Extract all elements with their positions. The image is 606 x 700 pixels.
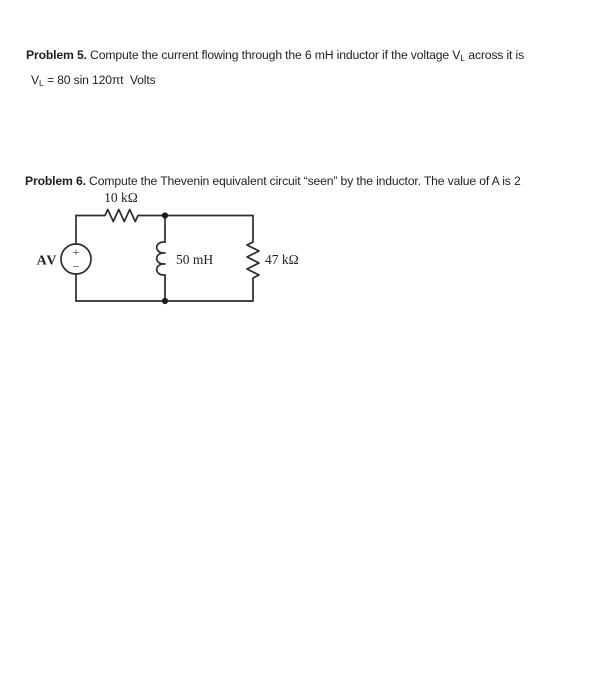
junction-dot-top xyxy=(162,212,168,218)
problem5-formula xyxy=(31,73,156,88)
problem6-label: Problem 6. xyxy=(25,174,86,189)
circuit-diagram xyxy=(30,185,330,313)
inductor-coil xyxy=(157,242,165,275)
voltage-source-label: AV xyxy=(36,253,58,269)
problem5-text-end: across it is xyxy=(465,48,525,63)
plus-sign: + xyxy=(72,245,80,259)
problem5-text: Compute the current flowing through the 6 mH inductor if the voltage V xyxy=(86,48,461,63)
minus-sign: − xyxy=(72,259,80,274)
junction-dot-bottom xyxy=(162,298,168,304)
resistor-top-label: 10 kΩ xyxy=(104,190,138,205)
formula-v: V xyxy=(31,73,39,88)
formula-vl-subscript: L xyxy=(38,78,44,89)
problem6-text: Compute the Thevenin equivalent circuit “seen” by the inductor. The value of A is 2 xyxy=(85,174,521,189)
problem5-vl-subscript: L xyxy=(460,53,466,64)
problem5-label: Problem 5. xyxy=(26,48,87,63)
inductor-label: 50 mH xyxy=(176,252,214,267)
resistor-right-label: 47 kΩ xyxy=(265,252,299,267)
problem5-statement xyxy=(26,48,524,63)
wire-right-and-resistor xyxy=(247,216,259,302)
formula-expression: = 80 sin 120πt Volts xyxy=(43,73,156,88)
